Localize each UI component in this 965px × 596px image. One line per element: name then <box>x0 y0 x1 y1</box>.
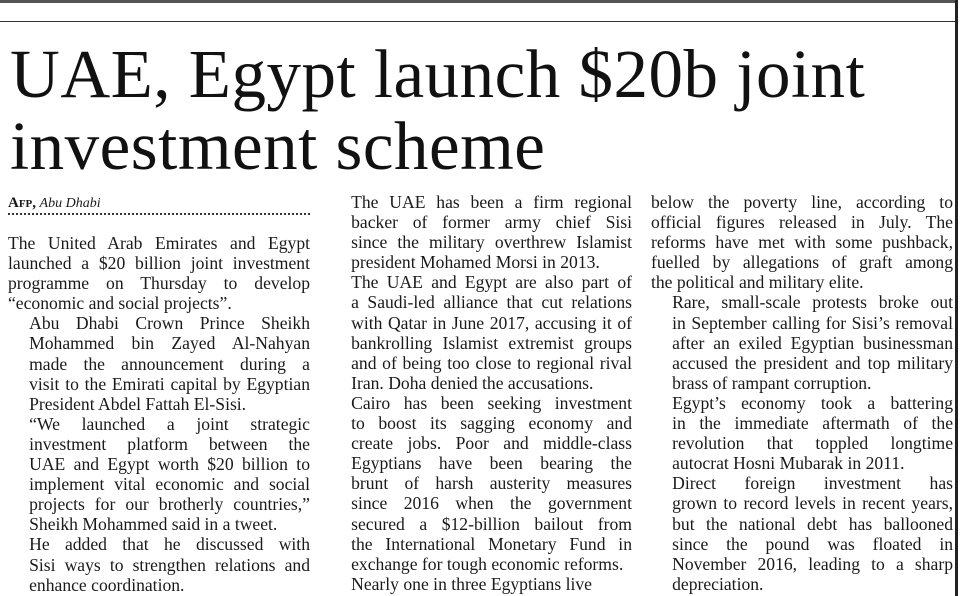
article-paragraph <box>330 393 632 574</box>
article-line: investment platform between the <box>29 433 310 454</box>
article-line: president Mohamed Morsi in 2013. <box>351 252 600 273</box>
byline-agency: Afp, <box>8 195 37 211</box>
article-line: bankrolling Islamist extremist groups <box>351 332 632 353</box>
article-line: Nearly one in three Egyptians live <box>351 573 592 594</box>
article-column-1 <box>8 233 310 595</box>
article-line: programme on Thursday to develop <box>8 273 310 294</box>
article-line: create jobs. Poor and middle-class <box>351 433 632 454</box>
article-line: below the poverty line, according to <box>651 192 953 212</box>
article-line: revolution that toppled longtime <box>672 433 953 454</box>
article-line: Sheikh Mohammed said in a tweet. <box>29 514 278 535</box>
article-line: Abu Dhabi Crown Prince Sheikh <box>29 313 310 334</box>
headline <box>10 38 960 182</box>
article-paragraph <box>330 272 632 393</box>
article-line: Sisi ways to strengthen relations and <box>29 554 310 575</box>
article-paragraph <box>651 192 953 292</box>
article-line: since 2016 when the government <box>351 493 632 514</box>
article-paragraph <box>330 574 632 594</box>
article-line: UAE and Egypt worth $20 billion to <box>29 454 310 475</box>
article-paragraph <box>651 292 953 392</box>
article-line: “economic and social projects”. <box>8 293 232 314</box>
article-line: President Abdel Fattah El-Sisi. <box>29 393 247 414</box>
article-line: since the pound was floated in <box>672 533 953 554</box>
article-line: since the military overthrew Islamist <box>351 232 632 253</box>
article-line: reforms have met with some pushback, <box>651 232 953 253</box>
article-paragraph <box>330 192 632 272</box>
article-line: Egyptians have been bearing the <box>351 453 632 474</box>
article-line: implement vital economic and social <box>29 474 310 495</box>
article-line: but the national debt has ballooned <box>672 513 953 534</box>
page-header-rule <box>0 21 955 22</box>
article-line: autocrat Hosni Mubarak in 2011. <box>672 453 905 474</box>
article-paragraph <box>8 313 310 413</box>
article-line: the International Monetary Fund in <box>351 533 632 554</box>
article-line: brass of rampant corruption. <box>672 372 872 393</box>
article-line: and of being too close to regional rival <box>351 352 632 373</box>
article-line: Direct foreign investment has <box>672 473 953 494</box>
top-border-strip <box>0 0 955 3</box>
byline-dateline: Abu Dhabi <box>39 196 101 211</box>
article-line: in September calling for Sisi’s removal <box>672 312 953 333</box>
article-line: brunt of harsh austerity measures <box>351 473 632 494</box>
article-line: enhance coordination. <box>29 574 185 595</box>
article-paragraph <box>8 233 310 313</box>
article-line: backer of former army chief Sisi <box>351 212 632 233</box>
article-line: after an exiled Egyptian businessman <box>672 332 953 353</box>
article-line: accused the president and top military <box>672 352 953 373</box>
article-line: Iran. Doha denied the accusations. <box>351 372 594 393</box>
article-line: fuelled by allegations of graft among <box>651 252 953 273</box>
article-line: projects for our brotherly countries,” <box>29 494 310 515</box>
article-paragraph <box>651 473 953 594</box>
article-line: “We launched a joint strategic <box>29 413 310 434</box>
article-line: made the announcement during a <box>29 353 310 374</box>
article-line: depreciation. <box>672 573 764 594</box>
article-paragraph <box>8 534 310 594</box>
article-column-2 <box>330 192 632 594</box>
article-line: official figures released in July. The <box>651 212 953 233</box>
byline <box>8 194 101 213</box>
article-line: The UAE and Egypt are also part of <box>351 272 632 293</box>
article-line: The UAE has been a firm regional <box>351 192 632 212</box>
headline-line-1: UAE, Egypt launch $20b joint <box>10 36 866 112</box>
headline-line-2: investment scheme <box>10 108 546 184</box>
article-line: visit to the Emirati capital by Egyptian <box>29 373 310 394</box>
article-line: November 2016, leading to a sharp <box>672 553 953 574</box>
article-line: the political and military elite. <box>651 272 864 293</box>
article-line: to boost its sagging economy and <box>351 413 632 434</box>
article-line: Egypt’s economy took a battering <box>672 392 953 413</box>
article-paragraph <box>8 414 310 535</box>
article-line: with Qatar in June 2017, accusing it of <box>351 312 632 333</box>
article-line: launched a $20 billion joint investment <box>8 253 310 274</box>
article-line: grown to record levels in recent years, <box>672 493 953 514</box>
article-line: The United Arab Emirates and Egypt <box>8 233 310 253</box>
article-line: Rare, small-scale protests broke out <box>672 292 953 313</box>
article-paragraph <box>651 393 953 473</box>
article-line: Mohammed bin Zayed Al-Nahyan <box>29 333 310 354</box>
article-line: in the immediate aftermath of the <box>672 413 953 434</box>
article-line: Cairo has been seeking investment <box>351 392 632 413</box>
article-line: He added that he discussed with <box>29 534 310 555</box>
article-line: a Saudi-led alliance that cut relations <box>351 292 632 313</box>
byline-dotted-rule <box>8 213 310 215</box>
article-line: exchange for tough economic reforms. <box>351 553 624 574</box>
article-line: secured a $12-billion bailout from <box>351 513 632 534</box>
article-column-3 <box>651 192 953 594</box>
